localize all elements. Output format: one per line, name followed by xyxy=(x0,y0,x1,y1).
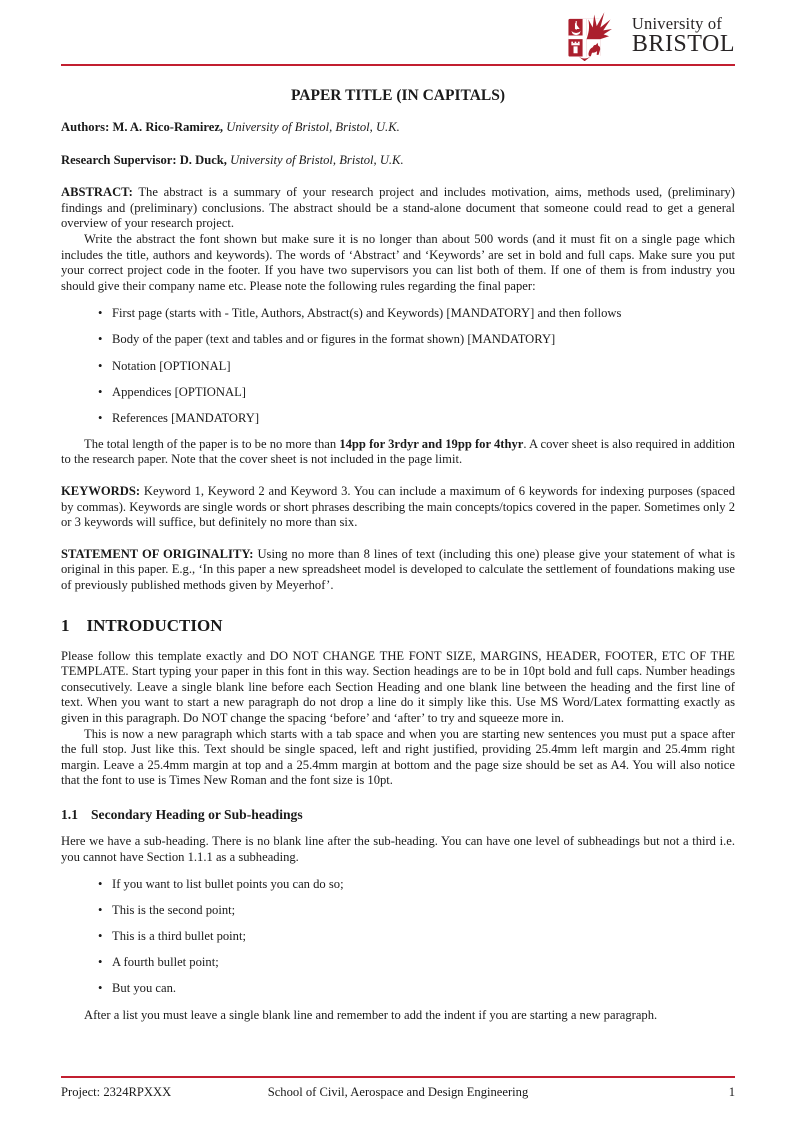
bristol-crest-icon xyxy=(567,10,625,61)
keywords-text: Keyword 1, Keyword 2 and Keyword 3. You can include a maximum of 6 keywords for indexing purposes (spaced by commas). Keywords are single words or short phrases describing the main concepts/topics covered in the paper. Sometimes only 2 or 3 keywords will suffice, but definitely no more than six. xyxy=(61,484,735,530)
originality-label: STATEMENT OF ORIGINALITY: xyxy=(61,546,254,561)
list-item: • References [MANDATORY] xyxy=(112,411,735,427)
abstract-paragraph-1 xyxy=(61,185,735,232)
abstract-text-1: The abstract is a summary of your research project and includes motivation, aims, methods used, (preliminary) findings and (preliminary) conclusions. The abstract should be a stand-alone document that someone could read to get a general overview of your research project. xyxy=(61,185,735,231)
list-item: • A fourth bullet point; xyxy=(112,955,735,971)
supervisor-affiliation: University of Bristol, Bristol, U.K. xyxy=(230,152,404,167)
length-note-before: The total length of the paper is to be no more than xyxy=(84,436,340,451)
supervisor-names: D. Duck, xyxy=(179,152,227,167)
footer-rule xyxy=(61,1076,735,1078)
authors-names: M. A. Rico-Ramirez, xyxy=(112,120,224,134)
length-note-after: . A cover sheet is also required in addition to the research paper. Note that the cover sheet is not included in the page limit. xyxy=(61,436,735,467)
header-rule xyxy=(61,64,735,66)
subsection-paragraph-1: Here we have a sub-heading. There is no blank line after the sub-heading. You can have one level of subheadings but not a third i.e. you cannot have Section 1.1.1 as a subheading. xyxy=(61,833,735,864)
after-list-paragraph: After a list you must leave a single blank line and remember to add the indent if you are starting a new paragraph. xyxy=(84,1007,658,1022)
subsection-heading xyxy=(61,807,735,823)
paper-rules-list xyxy=(61,306,735,426)
section-title: INTRODUCTION xyxy=(86,615,223,635)
list-item: • First page (starts with - Title, Authors, Abstract(s) and Keywords) [MANDATORY] and then follows xyxy=(112,306,735,322)
list-item: • Body of the paper (text and tables and or figures in the format shown) [MANDATORY] xyxy=(112,332,735,348)
page-footer xyxy=(61,1076,735,1100)
wordmark-line2: BRISTOL xyxy=(631,31,735,57)
footer-school-name: School of Civil, Aerospace and Design Engineering xyxy=(267,1085,529,1099)
keywords-label: KEYWORDS: xyxy=(61,484,141,498)
list-item: • If you want to list bullet points you can do so; xyxy=(112,877,735,893)
paper-title: PAPER TITLE (IN CAPITALS) xyxy=(290,87,506,104)
abstract-label: ABSTRACT: xyxy=(61,185,133,200)
supervisor-line xyxy=(61,153,735,169)
wordmark-line1: University of xyxy=(631,14,723,33)
list-item: • This is the second point; xyxy=(112,903,735,919)
length-note-paragraph xyxy=(61,437,735,468)
authors-label: Authors: xyxy=(61,120,110,134)
authors-affiliation: University of Bristol, Bristol, U.K. xyxy=(226,120,400,134)
originality-paragraph xyxy=(61,547,735,594)
subsection-bullet-list xyxy=(61,877,735,997)
originality-text: Using no more than 8 lines of text (including this one) please give your statement of what is original in this paper. E.g., ‘In this paper a new spreadsheet model is developed to calculate the settlement of foundations making use of previously published methods given by Meyerhof’. xyxy=(61,546,736,592)
list-item: • This is a third bullet point; xyxy=(112,929,735,945)
list-item: • But you can. xyxy=(112,981,735,997)
subsection-number: 1.1 xyxy=(61,806,78,822)
university-logo xyxy=(61,10,735,61)
footer-project-code: Project: 2324RPXXX xyxy=(61,1085,172,1099)
footer-page-number: 1 xyxy=(728,1085,735,1099)
list-item: • Notation [OPTIONAL] xyxy=(112,359,735,375)
university-wordmark xyxy=(632,15,735,56)
authors-line xyxy=(61,120,735,136)
section-number: 1 xyxy=(61,615,70,635)
keywords-paragraph xyxy=(61,484,735,531)
list-item: • Appendices [OPTIONAL] xyxy=(112,385,735,401)
supervisor-label: Research Supervisor: xyxy=(61,152,177,167)
length-note-bold: 14pp for 3rdyr and 19pp for 4thyr xyxy=(339,436,524,451)
section-heading-introduction xyxy=(61,616,735,636)
abstract-paragraph-2: Write the abstract the font shown but make sure it is no longer than about 500 words (and it must fit on a single page which includes the title, authors and keywords). The words of ‘Abstract’ and ‘Keywords’ are set in bold and full caps. Make sure you put your correct project code in the footer. If you have two supervisors you can list both of them. If one of them is from industry you should give their company name etc. Please note the following rules regarding the final paper: xyxy=(61,231,735,293)
introduction-paragraph-2: This is now a new paragraph which starts with a tab space and when you are starting new sentences you must put a space after the full stop. Just like this. Text should be single spaced, left and right justified, providing 25.4mm left margin and 25.4mm right margin. Leave a 25.4mm margin at top and a 25.4mm margin at bottom and the page size should be set as A4. You will also notice that the font to use is Times New Roman and the font size is 10pt. xyxy=(61,726,735,788)
page-header xyxy=(61,10,735,66)
subsection-title: Secondary Heading or Sub-headings xyxy=(91,806,303,822)
introduction-paragraph-1: Please follow this template exactly and DO NOT CHANGE THE FONT SIZE, MARGINS, HEADER, FOOTER, ETC OF THE TEMPLATE. Start typing your paper in this font in this way. Section headings are to be in 10pt bold and full caps. Number headings consecutively. Leave a single blank line before each Section Heading and one blank line between the heading and the first line of text. When you want to start a new paragraph do not drop a line do it simply like this. Use MS Word/Latex formatting exactly as given in this paragraph. Do NOT change the spacing ‘before’ and ‘after’ to try and squeeze more in. xyxy=(61,648,735,725)
